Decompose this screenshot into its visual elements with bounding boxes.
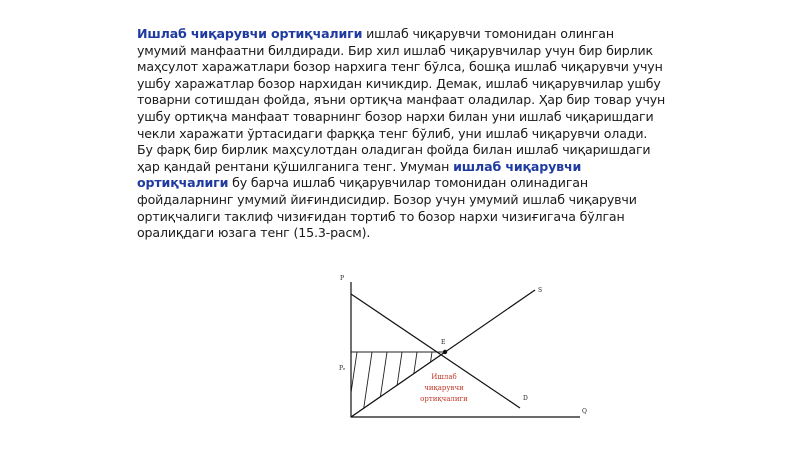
area-label-line-3: ортиқчалиги — [420, 395, 468, 403]
term-producer-surplus-2: ишлаб чиқарувчи ортиқчалиги — [137, 158, 582, 191]
x-axis-label: Q — [582, 408, 587, 415]
equilibrium-point — [443, 350, 447, 354]
term-producer-surplus: Ишлаб чиқарувчи ортиқчалиги — [137, 26, 363, 41]
paragraph-2 — [137, 142, 667, 242]
supply-label: S — [538, 287, 543, 294]
producer-surplus-figure — [330, 268, 600, 428]
paragraph-2-text-after: бу барча ишлаб чиқарувчилар томонидан олинадиган фойдаларнинг умумий йиғиндисидир. Бозор учун умумий ишлаб чиқарувчи ортиқчалиги таклиф чизиғидан тортиб то бозор нархи чизиғигача бўлган оралиқдаги юзага тенг (15.3-расм). — [137, 175, 637, 241]
paragraph-1 — [137, 26, 667, 142]
paragraph-1-text: ишлаб чиқарувчи томонидан олинган умумий манфаатни билдиради. Бир хил ишлаб чиқарувчилар учун бир бирлик маҳсулот харажатлари бозор нархига тенг бўлса, бошқа ишлаб чиқарувчи учун ушбу харажатлар бозор нархидан кичикдир. Демак, ишлаб чиқарувчилар ушбу товарни сотишдан фойда, яъни ортиқча манфаат оладилар. Ҳар бир товар учун ушбу ортиқча манфаат товарнинг бозор нархи билан уни ишлаб чиқаришдаги чекли харажати ўртасидаги фарққа тенг бўлиб, уни ишлаб чиқарувчи олади. — [137, 26, 666, 141]
paragraph-2-text-before: Бу фарқ бир бирлик маҳсулотдан оладиган фойда билан ишлаб чиқаришдаги ҳар қандай рентани қўшилганига тенг. Умуман — [137, 142, 651, 174]
price-label: Pₑ — [339, 365, 346, 372]
area-label-line-1: Ишлаб — [431, 373, 457, 381]
area-label — [420, 373, 468, 403]
text-block — [137, 26, 667, 242]
equilibrium-label: E — [441, 339, 446, 346]
y-axis-label: P — [340, 275, 345, 282]
demand-label: D — [523, 395, 528, 402]
area-label-line-2: чиқарувчи — [424, 384, 464, 392]
